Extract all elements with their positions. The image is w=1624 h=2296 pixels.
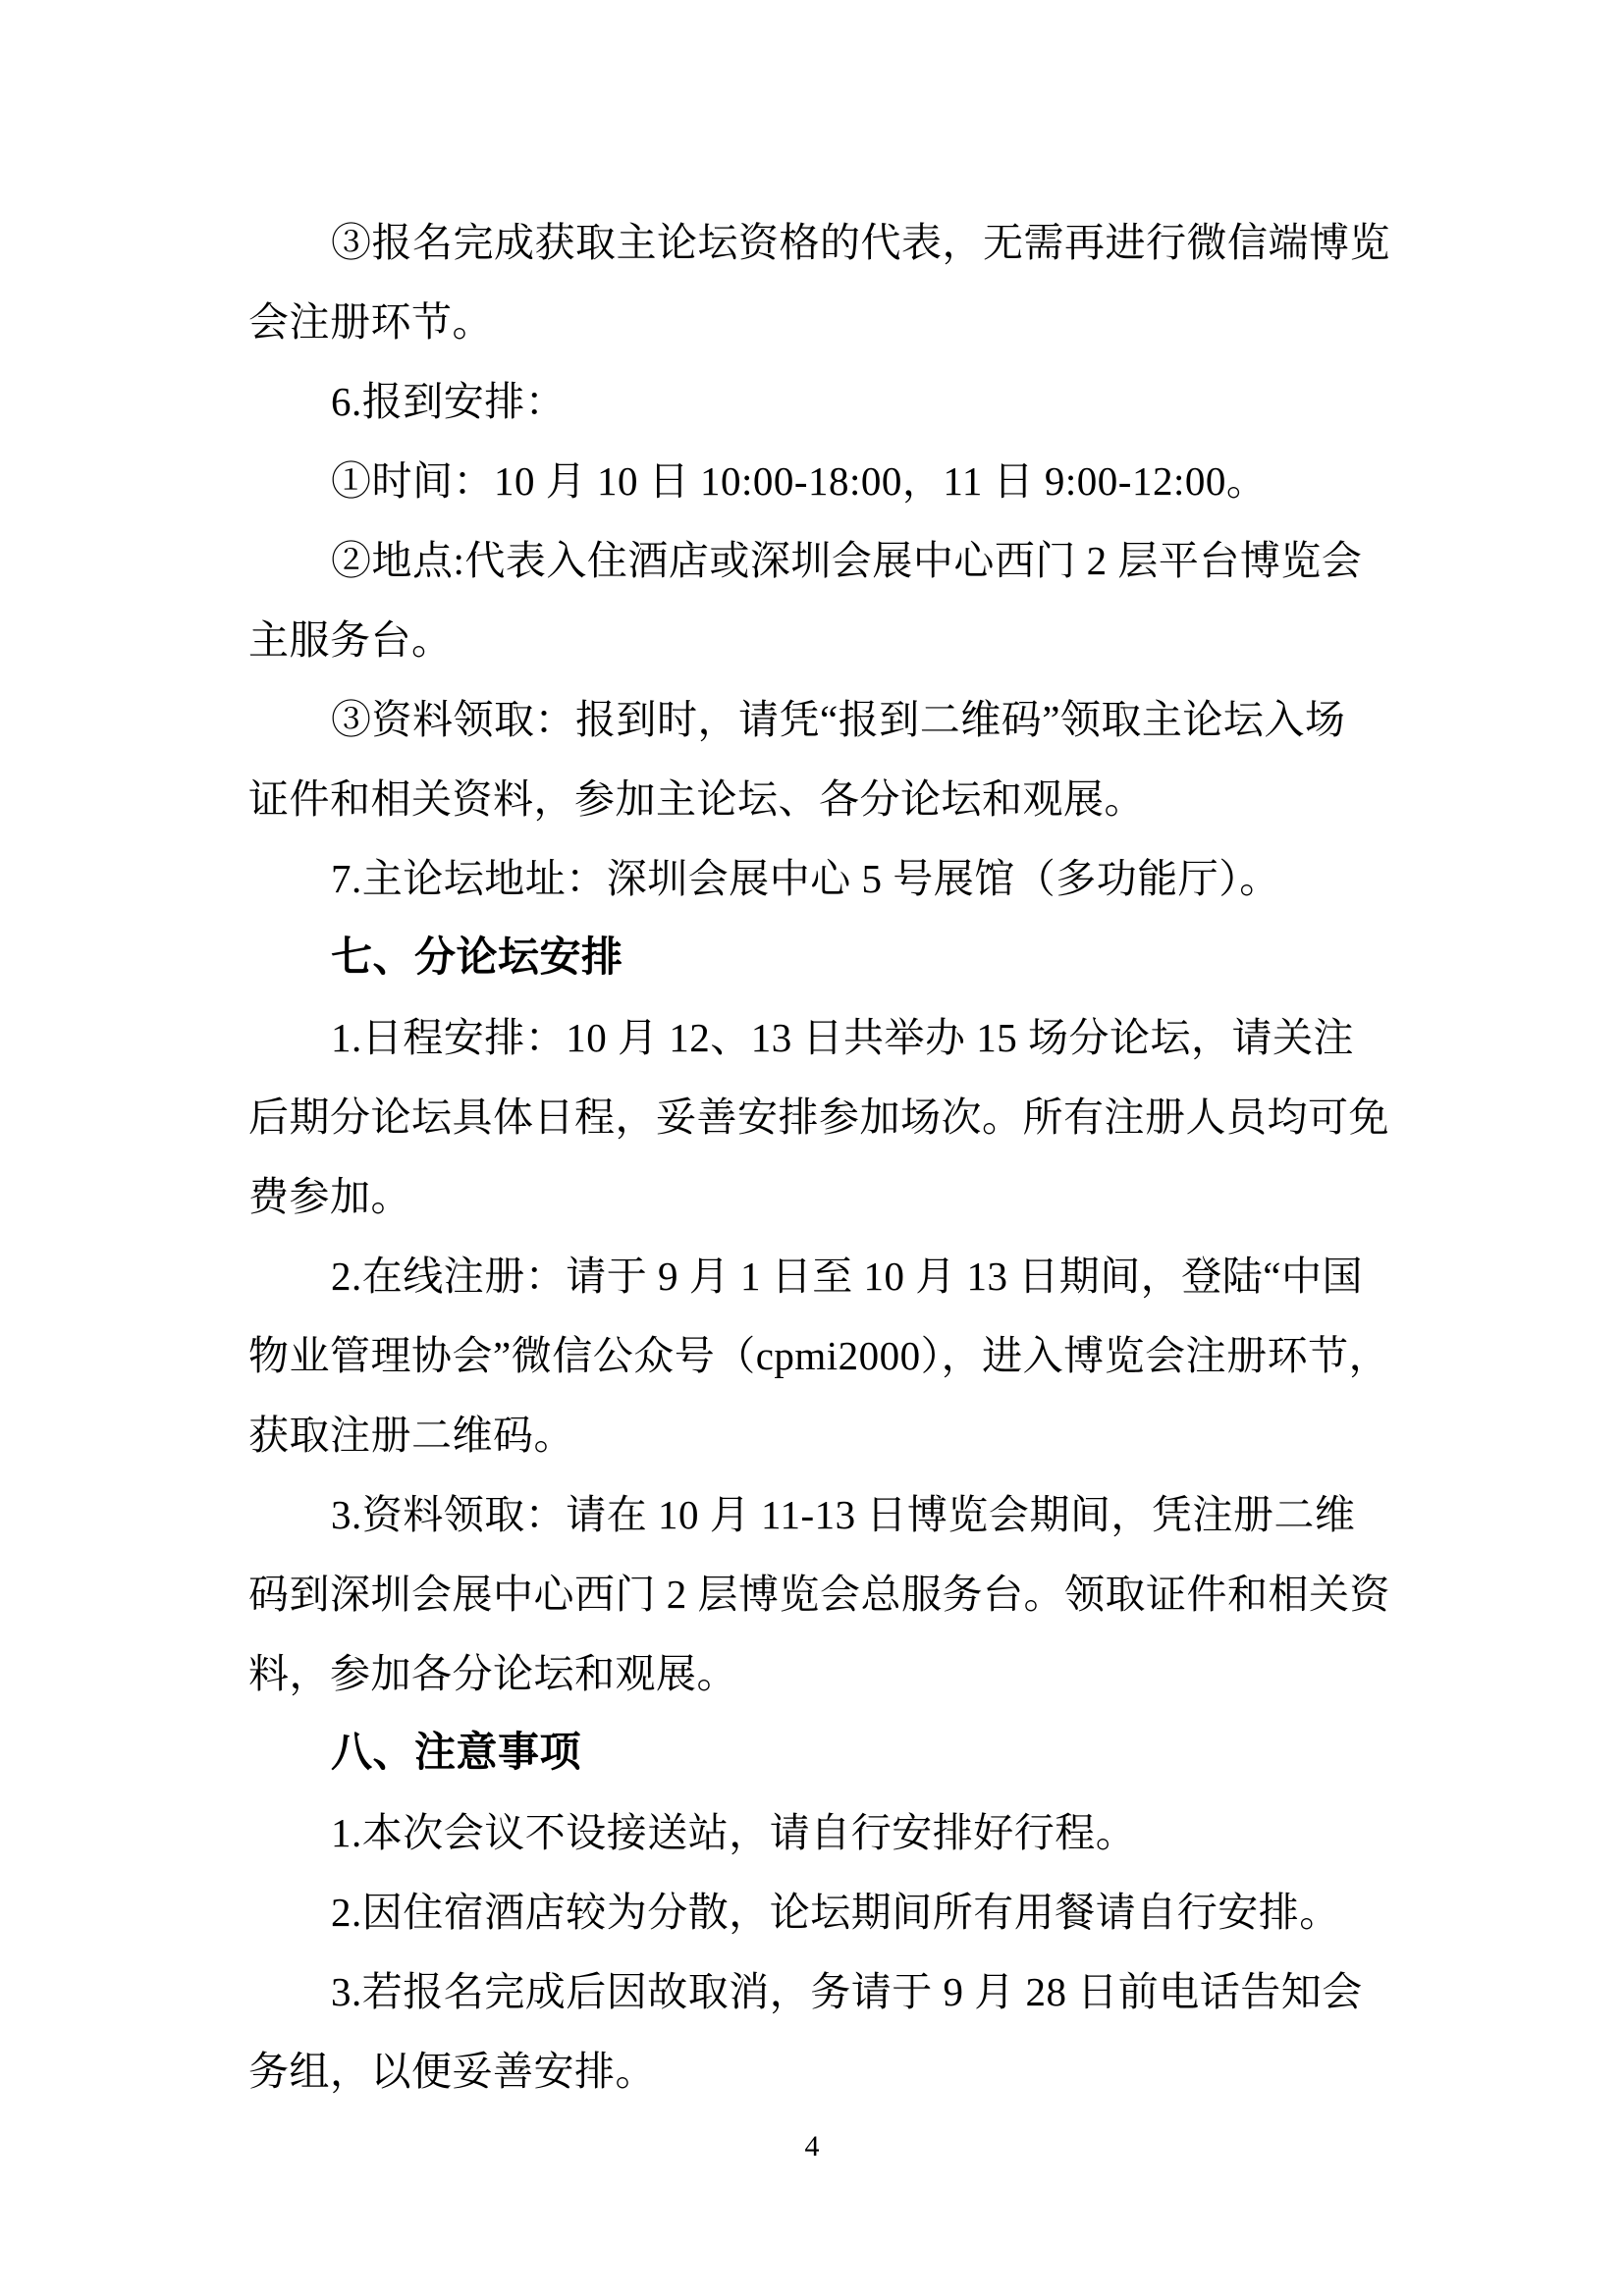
body-line: 7.主论坛地址：深圳会展中心 5 号展馆（多功能厅）。	[331, 856, 1280, 901]
body-line: ②地点:代表入住酒店或深圳会展中心西门 2 层平台博览会	[331, 538, 1363, 583]
document-body	[248, 203, 1390, 2111]
body-line: 后期分论坛具体日程，妥善安排参加场次。所有注册人员均可免	[248, 1095, 1389, 1140]
body-line: 码到深圳会展中心西门 2 层博览会总服务台。领取证件和相关资	[248, 1572, 1390, 1617]
body-line: 1.本次会议不设接送站，请自行安排好行程。	[331, 1810, 1137, 1855]
body-line: 物业管理协会”微信公众号（cpmi2000），进入博览会注册环节，	[248, 1333, 1390, 1378]
body-line: 3.若报名完成后因故取消，务请于 9 月 28 日前电话告知会	[331, 1969, 1363, 2014]
body-line: 获取注册二维码。	[248, 1413, 574, 1458]
body-line: 料，参加各分论坛和观展。	[248, 1651, 737, 1696]
body-line: 费参加。	[248, 1174, 411, 1219]
body-line: 主服务台。	[248, 617, 453, 663]
body-line: 会注册环节。	[248, 299, 493, 345]
body-line: ③报名完成获取主论坛资格的代表，无需再进行微信端博览	[331, 220, 1390, 265]
body-line: ①时间：10 月 10 日 10:00-18:00，11 日 9:00-12:00。	[331, 458, 1268, 504]
body-line: 3.资料领取：请在 10 月 11-13 日博览会期间，凭注册二维	[331, 1492, 1356, 1537]
body-line: 证件和相关资料，参加主论坛、各分论坛和观展。	[248, 776, 1145, 822]
body-line: 2.因住宿酒店较为分散，论坛期间所有用餐请自行安排。	[331, 1890, 1340, 1935]
body-line: 务组，以便妥善安排。	[248, 2049, 656, 2094]
body-line: ③资料领取：报到时，请凭“报到二维码”领取主论坛入场	[331, 697, 1346, 742]
body-line: 6.报到安排：	[331, 379, 567, 424]
body-line: 1.日程安排：10 月 12、13 日共举办 15 场分论坛，请关注	[331, 1015, 1354, 1060]
section-heading-8: 八、注意事项	[331, 1731, 582, 1776]
section-heading-7: 七、分论坛安排	[331, 935, 623, 981]
page-number: 4	[804, 2130, 820, 2163]
body-line: 2.在线注册：请于 9 月 1 日至 10 月 13 日期间，登陆“中国	[331, 1254, 1363, 1299]
